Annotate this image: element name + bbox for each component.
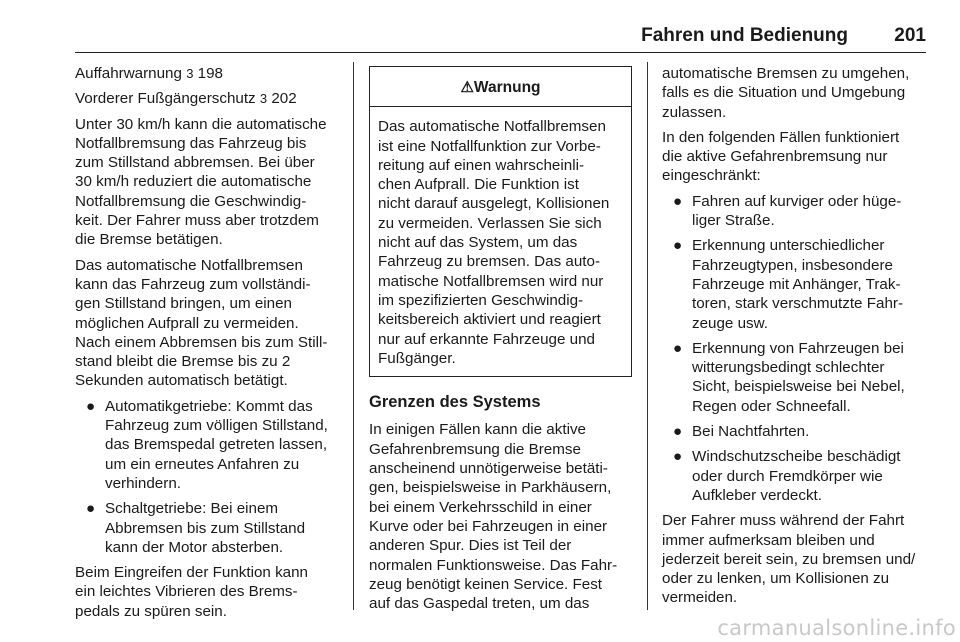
bullet-icon: ● xyxy=(673,448,683,466)
list-item: ● Schaltgetriebe: Bei einem Abbremsen bis zum Stillstand kann der Motor absterben. xyxy=(86,500,306,556)
list-item: ● Windschutzscheibe beschädigt oder durch Fremdkörper wie Aufkleber verdeckt. xyxy=(673,448,901,504)
column-1 xyxy=(75,64,350,627)
bullet-icon: ● xyxy=(86,500,96,518)
page-reference-arrow-icon: 3 xyxy=(186,66,194,81)
page-reference-arrow-icon: 3 xyxy=(259,91,268,107)
paragraph: Unter 30 km/h kann die automatische Notfallbremsung das Fahrzeug bis zum Stillstand abbremsen. Bei über 30 km/h reduziert die automatische Notfallbremsung die Geschwindig- keit. Der Fahrer muss aber trotzdem die Bremse betätigen. xyxy=(75,115,327,249)
bullet-icon: ● xyxy=(673,339,683,357)
warning-title: Warnung xyxy=(473,79,541,96)
page-header xyxy=(75,22,926,53)
column-2 xyxy=(369,64,632,619)
warning-text: Das automatische Notfallbremsen ist eine Notfallfunktion zur Vorbe- reitung auf einen wahrscheinli- chen Aufprall. Die Funktion ist nicht darauf ausgelegt, Kollisionen zu vermeiden. Verlassen Sie sich nicht auf das System, um das Fahrzeug zu bremsen. Das auto- matische Notfallbremsen wird nur im spezifizierten Geschwindig- keitsbereich aktiviert und reagiert nur auf erkannte Fahrzeuge und Fußgänger. xyxy=(378,118,610,367)
paragraph: In einigen Fällen kann die aktive Gefahrenbremsung die Bremse anscheinend unnötigerweise betäti- gen, beispielsweise in Parkhäusern, bei einem Verkehrsschild in einer Kurve oder bei Fahrzeugen in einer anderen Spur. Dies ist Teil der normalen Funktionsweise. Das Fahr- zeug benötigt keinen Service. Fest auf das Gaspedal treten, um das xyxy=(369,421,618,613)
bullet-list xyxy=(75,397,350,557)
warning-triangle-icon: ⚠ xyxy=(460,79,474,96)
cross-reference[interactable]: Auffahrwarnung 3 198 xyxy=(75,65,223,82)
section-heading: Grenzen des Systems xyxy=(369,393,541,412)
paragraph: Der Fahrer muss während der Fahrt immer aufmerksam bleiben und jederzeit bereit sein, zu bremsen und/ oder zu lenken, um Kollisionen zu vermeiden. xyxy=(662,512,916,607)
column-divider-2 xyxy=(647,62,648,610)
bullet-list xyxy=(662,192,928,505)
list-item: ● Fahren auf kurviger oder hüge- liger Straße. xyxy=(673,192,902,230)
column-3 xyxy=(662,64,928,614)
list-item: ● Erkennung unterschiedlicher Fahrzeugtypen, insbesondere Fahrzeuge mit Anhänger, Trak- toren, stark verschmutzte Fahr- zeuge usw. xyxy=(673,237,904,332)
bullet-icon: ● xyxy=(86,397,96,415)
bullet-icon: ● xyxy=(673,192,683,210)
bullet-icon: ● xyxy=(673,423,683,441)
list-item: ● Erkennung von Fahrzeugen bei witterungsbedingt schlechter Sicht, beispielsweise bei Nebel, Regen oder Schneefall. xyxy=(673,339,905,415)
list-item: ● Bei Nachtfahrten. xyxy=(673,423,810,441)
paragraph: In den folgenden Fällen funktioniert die aktive Gefahrenbremsung nur eingeschränkt: xyxy=(662,128,900,185)
paragraph: Beim Eingreifen der Funktion kann ein leichtes Vibrieren des Brems- pedals zu spüren sein. xyxy=(75,564,309,620)
warning-box xyxy=(369,66,632,377)
watermark-text: carmanualsonline.info xyxy=(717,616,956,640)
cross-reference-list xyxy=(75,64,350,109)
paragraph: automatische Bremsen zu umgehen, falls es die Situation und Umgebung zulassen. xyxy=(662,65,910,121)
page-number: 201 xyxy=(894,25,926,46)
list-item: ● Automatikgetriebe: Kommt das Fahrzeug zum völligen Stillstand, das Bremspedal getreten lassen, um ein erneutes Anfahren zu verhindern. xyxy=(86,397,328,492)
paragraph: Das automatische Notfallbremsen kann das Fahrzeug zum vollständi- gen Stillstand bringen, um einen möglichen Aufprall zu vermeiden. Nach einem Abbremsen bis zum Still- stand bleibt die Bremse bis zu 2 Sekunden automatisch betätigt. xyxy=(75,256,328,390)
page-title: Fahren und Bedienung xyxy=(641,25,848,46)
cross-reference[interactable]: Vorderer Fußgängerschutz 3 202 xyxy=(75,90,297,108)
warning-header xyxy=(370,67,631,107)
column-divider-1 xyxy=(353,62,354,610)
bullet-icon: ● xyxy=(673,237,683,255)
